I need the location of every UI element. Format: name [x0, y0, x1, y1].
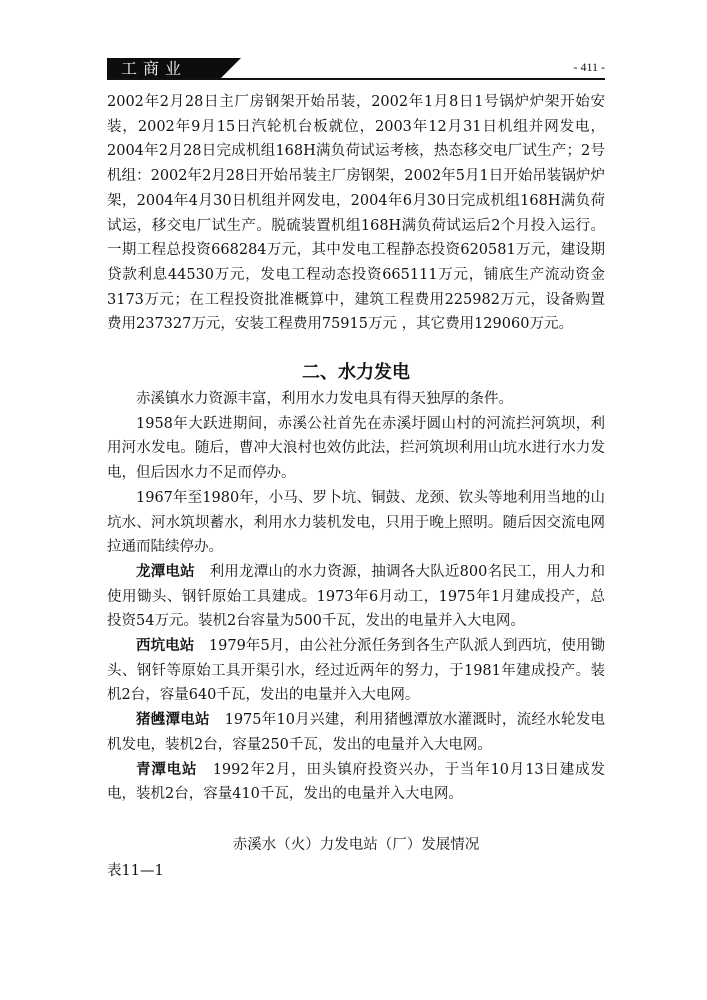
- page-body: [107, 90, 605, 883]
- station-text: 1992年2月，田头镇府投资兴办，于当年10月13日建成发电，装机2台，容量410千瓦，发出的电量并入大电网。: [107, 761, 606, 803]
- station-text: 利用龙潭山的水力资源，抽调各大队近800名民工，用人力和使用锄头、钢钎原始工具建成。1973年6月动工，1975年1月建成投产，总投资54万元。装机2台容量为500千瓦，发出的电量并入大电网。: [107, 563, 605, 630]
- table-caption: 赤溪水（火）力发电站（厂）发展情况: [232, 836, 480, 853]
- paragraph-1967: 1967年至1980年，小马、罗卜坑、铜鼓、龙颈、钦头等地利用当地的山坑水、河水筑坝蓄水，利用水力装机发电，只用于晚上照明。随后因交流电网拉通而陆续停办。: [107, 489, 605, 556]
- table-number: 表11—1: [107, 862, 164, 879]
- section-tab: [107, 58, 219, 80]
- section-tab-wedge: [219, 58, 241, 80]
- station-longtan: [107, 560, 605, 634]
- station-zhunatan: [107, 708, 605, 757]
- station-text: 1975年10月兴建，利用猪乸潭放水灌溉时，流经水轮发电机发电，装机2台，容量250千瓦，发出的电量并入大电网。: [107, 712, 606, 753]
- section-label: 工商业: [121, 59, 188, 78]
- station-name: 龙潭电站: [136, 563, 195, 580]
- intro-paragraph: 2002年2月28日主厂房钢架开始吊装，2002年1月8日1号锅炉炉架开始安装，2002年9月15日汽轮机台板就位，2003年12月31日机组并网发电，2004年2月28日完成机组168H满负荷试运考核，热态移交电厂试生产；2号机组：2002年2月28日开始吊装主厂房钢架，2002年5月1日开始吊装锅炉炉架，2004年4月30日机组并网发电，2004年6月30日完成机组168H满负荷试运，移交电厂试生产。脱硫装置机组168H满负荷试运后2个月投入运行。一期工程总投资668284万元，其中发电工程静态投资620581万元，建设期贷款利息44530万元，发电工程动态投资665111万元，铺底生产流动资金3173万元；在工程投资批准概算中，建筑工程费用225982万元，设备购置费用237327万元，安装工程费用75915万元 ，其它费用129060万元。: [107, 94, 605, 333]
- station-name: 青潭电站: [136, 761, 198, 778]
- station-text: 1979年5月，由公社分派任务到各生产队派人到西坑，使用锄头、钢钎等原始工具开渠引水，经过近两年的努力，于1981年建成投产。装机2台，容量640千瓦，发出的电量并入大电网。: [107, 638, 606, 704]
- station-name: 猪乸潭电站: [136, 712, 210, 729]
- running-header: [107, 58, 605, 80]
- station-qingtan: [107, 758, 605, 807]
- page-number: - 411 -: [573, 60, 605, 74]
- section-heading: 二、水力发电: [302, 362, 410, 384]
- header-rule: [107, 78, 605, 80]
- paragraph-1958: 1958年大跃进期间，赤溪公社首先在赤溪圩圆山村的河流拦河筑坝，利用河水发电。随后，曹冲大浪村也效仿此法，拦河筑坝利用山坑水进行水力发电，但后因水力不足而停办。: [107, 415, 605, 482]
- station-xikeng: [107, 634, 605, 708]
- station-name: 西坑电站: [136, 638, 195, 655]
- paragraph-resources: 赤溪镇水力资源丰富，利用水力发电具有得天独厚的条件。: [136, 391, 513, 408]
